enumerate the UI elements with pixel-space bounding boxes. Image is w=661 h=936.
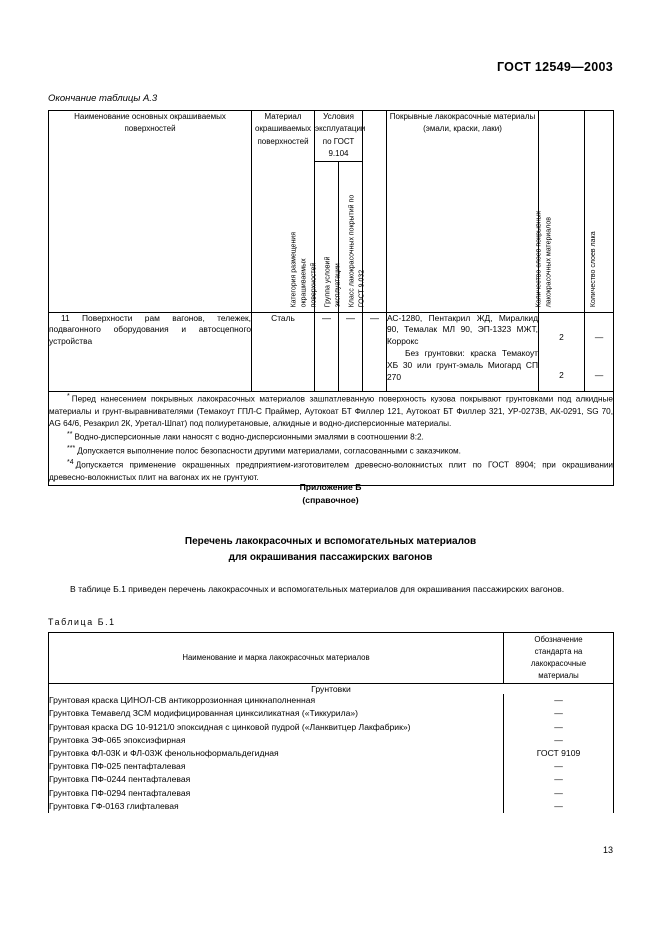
table-b1-caption: Таблица Б.1 xyxy=(48,617,116,627)
cell-layers-varnish xyxy=(585,312,614,391)
cell-material: Сталь xyxy=(252,312,315,391)
standard-value: ГОСТ 9109 xyxy=(536,748,581,759)
standard-value: — xyxy=(554,721,563,732)
th-layers-coating-line2: лакокрасочных материалов xyxy=(545,217,553,308)
standard-value: — xyxy=(554,761,563,772)
table-b1-body-row xyxy=(49,694,614,813)
th-conditions-group-title: Условия эксплуатации по ГОСТ 9.104 xyxy=(315,111,363,162)
list-item: Грунтовка ЭФ-065 эпоксиэфирная xyxy=(49,734,186,745)
table-a3-footnotes xyxy=(49,391,614,485)
standard-value: — xyxy=(554,695,563,706)
list-item: Грунтовка ПФ-025 пентафталевая xyxy=(49,761,186,772)
th-placement-category-line3: поверхностей xyxy=(310,262,318,308)
appendix-title-line-1: Перечень лакокрасочных и вспомогательных материалов xyxy=(184,536,477,547)
list-item: Грунтовка ГФ-0163 глифталевая xyxy=(49,800,179,811)
th-b1-standard-line4: материалы xyxy=(538,671,579,681)
appendix-title xyxy=(0,534,661,565)
list-item: Грунтовка ПФ-0244 пентафталевая xyxy=(49,774,191,785)
cell-coating-class: — xyxy=(363,312,387,391)
layers-varnish-value-1: — xyxy=(594,331,604,342)
footnote-2-text: Водно-дисперсионные лаки наносят с водно-дисперсионными эмалями в соотношении 8:2. xyxy=(74,432,424,442)
table-b1-section-row xyxy=(49,684,614,695)
th-b1-standard-line3: лакокрасочные xyxy=(530,659,587,668)
appendix-heading xyxy=(0,481,661,507)
standard-value: — xyxy=(554,708,563,719)
table-a3-header-row-1 xyxy=(49,111,614,162)
footnote-4-mark: *4 xyxy=(67,459,74,467)
coating-materials-line-1: АС-1280, Пентакрил ЖД, Миралкид 90, Темалак МЛ 90, ЭП-1323 МЖТ, Коррокс xyxy=(387,312,538,347)
list-item: Грунтовая краска ЦИНОЛ-СВ антикоррозионная цинкнаполненная xyxy=(49,695,316,706)
cell-layers-coating xyxy=(539,312,585,391)
standard-value: — xyxy=(554,734,563,745)
th-coating-class xyxy=(348,111,387,313)
table-b1 xyxy=(48,632,614,813)
list-item: Грунтовка Темавелд ЗСМ модифицированная цинксиликатная («Тиккурила») xyxy=(49,708,359,719)
th-placement-category-line1: Категория размещения xyxy=(290,232,298,308)
table-a3-caption: Окончание таблицы А.3 xyxy=(48,93,158,104)
th-layers-coating-line1: Количество слоев покрывных xyxy=(535,211,543,308)
footnote-1-mark: * xyxy=(67,392,70,400)
layers-coating-value-2: 2 xyxy=(559,370,564,381)
footnote-4-text: Допускается применение окрашенных предприятием-изготовителем древесно-волокнистых плит по ГОСТ 8904; при окрашивании древесно-волокнистых плит на вагонах их не грунтуют. xyxy=(49,460,613,483)
cell-placement-category: — xyxy=(315,312,339,391)
standard-value: — xyxy=(554,787,563,798)
table-a3-footnotes-row xyxy=(49,391,614,485)
section-title-gruntovki: Грунтовки xyxy=(49,684,614,695)
cell-conditions-group: — xyxy=(339,312,363,391)
coating-materials-line-2: Без грунтовки: краска Темакоут ХБ 30 или грунт-эмаль Миогард СП 270 xyxy=(387,348,538,383)
list-item: Грунтовка ПФ-0294 пентафталевая xyxy=(49,787,191,798)
layers-varnish-value-2: — xyxy=(594,370,604,381)
th-coating-materials: Покрывные лакокрасочные материалы (эмали, краски, лаки) xyxy=(387,111,539,313)
cell-surface-name: 11 Поверхности рам вагонов, тележек, подвагонного оборудования и автосцепного устройства xyxy=(49,312,252,391)
footnote-3-text: Допускается выполнение полос безопасности другими материалами, согласованными с заказчиком. xyxy=(77,446,461,456)
list-item: Грунтовка ФЛ-03К и ФЛ-03Ж фенольноформальдегидная xyxy=(49,748,279,759)
standard-value: — xyxy=(554,774,563,785)
footnote-2-mark: ** xyxy=(67,431,73,439)
footnote-3 xyxy=(49,444,613,458)
th-conditions-group-line2: эксплуатации xyxy=(334,263,342,308)
cell-coating-materials xyxy=(387,312,539,391)
th-surface-name: Наименование основных окрашиваемых поверхностей xyxy=(49,111,252,313)
table-b1-header-row xyxy=(49,633,614,684)
appendix-intro-paragraph: В таблице Б.1 приведен перечень лакокрасочных и вспомогательных материалов для окрашивания пассажирских вагонов. xyxy=(70,584,565,594)
appendix-label: Приложение Б xyxy=(299,482,362,492)
th-b1-standard xyxy=(504,633,614,684)
th-conditions-group-line1: Группа условий xyxy=(324,256,332,308)
th-material: Материал окрашиваемых поверхностей xyxy=(252,111,315,313)
table-row xyxy=(49,312,614,391)
th-layers-coating xyxy=(535,111,585,313)
th-layers-varnish xyxy=(585,111,614,313)
th-layers-varnish-line1: Количество слоев лака xyxy=(589,231,597,308)
table-a3 xyxy=(48,110,614,486)
th-b1-standard-line1: Обозначение xyxy=(534,634,583,644)
th-coating-class-line1: Класс лакокрасочных покрытий по xyxy=(348,195,356,308)
page-number: 13 xyxy=(602,845,613,855)
running-header-standard: ГОСТ 12549—2003 xyxy=(496,60,613,74)
footnote-2 xyxy=(49,430,613,444)
standard-value: — xyxy=(554,800,563,811)
th-b1-name: Наименование и марка лакокрасочных материалов xyxy=(49,633,504,684)
footnote-1 xyxy=(49,392,613,431)
appendix-kind: (справочное) xyxy=(302,494,359,505)
b1-standard-column xyxy=(504,694,614,813)
footnote-1-text: Перед нанесением покрывных лакокрасочных материалов зашпатлеванную поверхность кузова покрывают грунтовками под алкидные материалы и грунт-выравнивателями (Темакоут ГПЛ-С Праймер, Аутокоат БТ Филлер 121, Аутокоат БТ Филлер 321, УР-0273В, АК-0291, SG 70, AG 64/6, Резакрил 2К, Уретал-Шпат) под полиуретановые, алкидные и водно-дисперсионные материалы. xyxy=(49,394,613,428)
appendix-title-line-2: для окрашивания пассажирских вагонов xyxy=(228,551,433,563)
th-b1-standard-line2: стандарта на xyxy=(534,646,583,656)
b1-name-column xyxy=(49,694,504,813)
list-item: Грунтовая краска DG 10-9121/0 эпоксидная с цинковой пудрой («Ланквитцер Лакфабрик») xyxy=(49,721,411,732)
footnote-3-mark: *** xyxy=(67,445,76,453)
th-coating-class-line2: ГОСТ 9.032 xyxy=(358,270,366,308)
th-placement-category-line2: окрашиваемых xyxy=(300,258,308,308)
layers-coating-value-1: 2 xyxy=(559,331,564,342)
th-conditions-group xyxy=(324,161,363,312)
